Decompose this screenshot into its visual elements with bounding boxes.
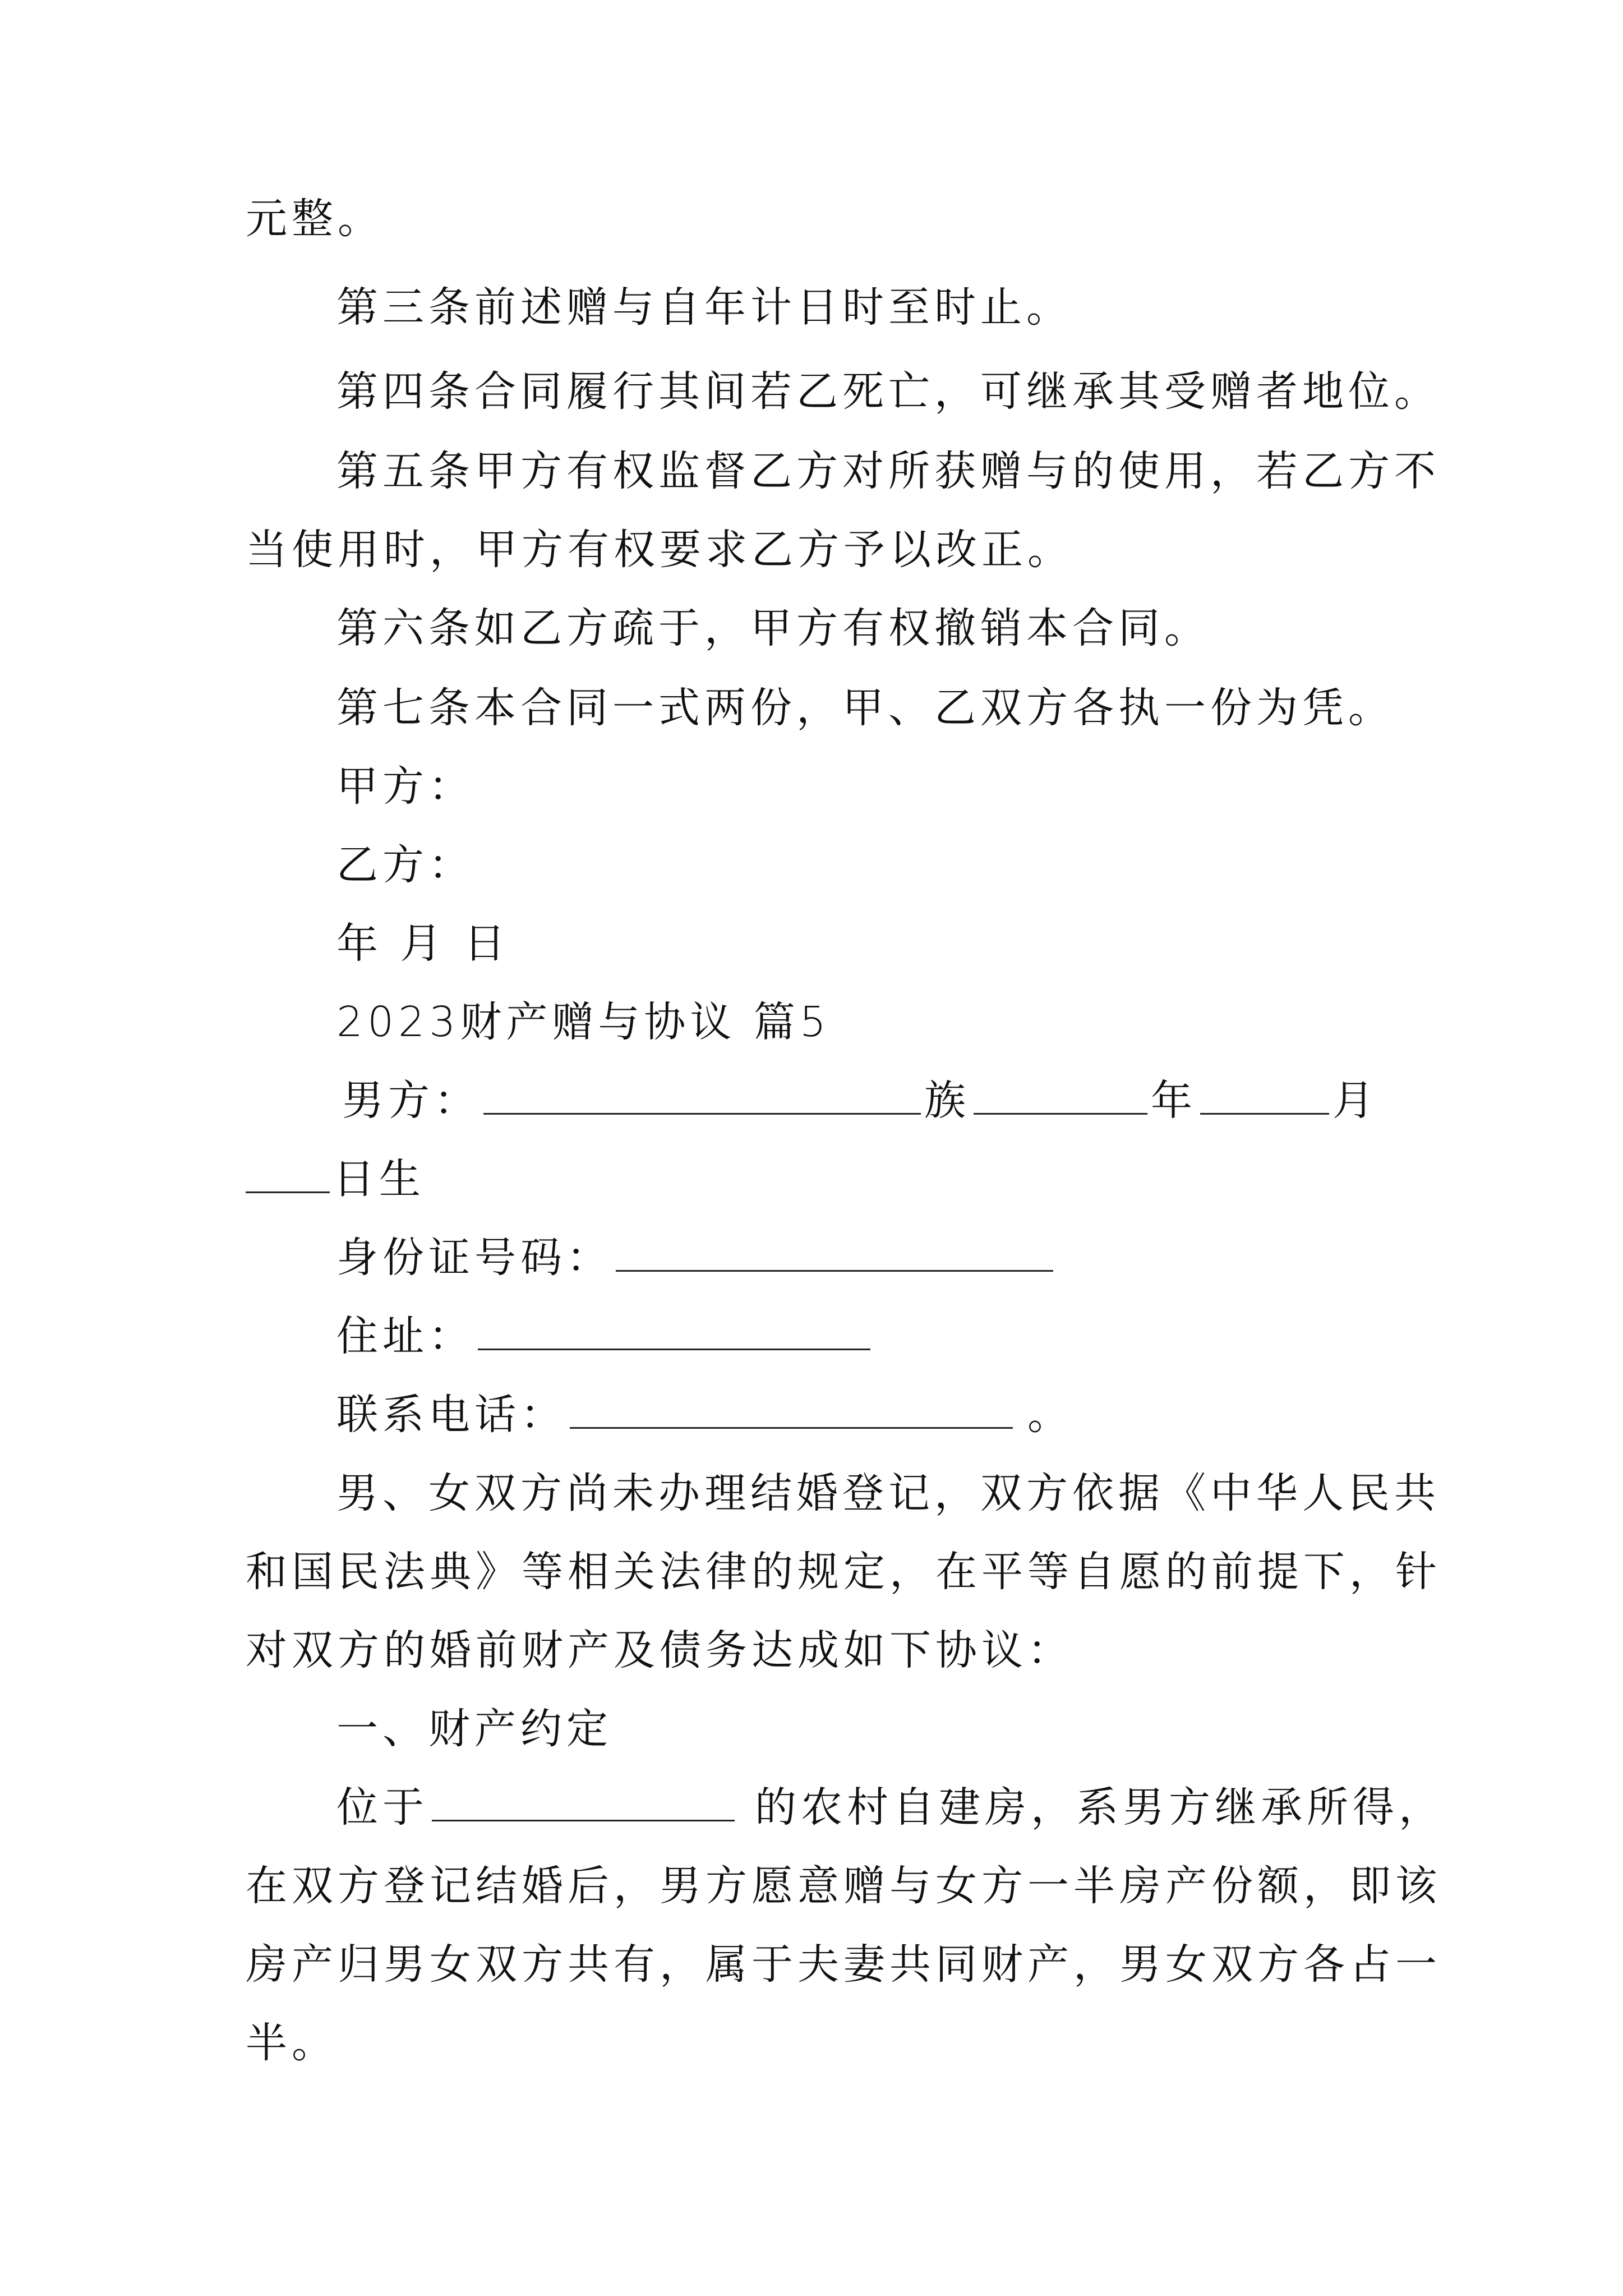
phone-blank[interactable]	[570, 1388, 1013, 1429]
party-a-signature: 甲方：	[336, 762, 474, 811]
agreement-intro-cont: 和国民法典》等相关法律的规定，在平等自愿的前提下，针	[246, 1548, 1441, 1596]
year-label: 年	[1151, 1076, 1197, 1125]
address-blank[interactable]	[478, 1309, 870, 1350]
day-blank[interactable]	[246, 1152, 330, 1193]
address-line	[336, 1308, 874, 1364]
party-b-signature: 乙方：	[336, 841, 474, 889]
agreement-intro: 男、女双方尚未办理结婚登记，双方依据《中华人民共	[336, 1469, 1440, 1517]
ethnicity-label: 族	[924, 1076, 970, 1125]
month-label: 月	[1332, 1076, 1378, 1125]
property-clause-end: 半。	[246, 2019, 338, 2067]
article-4: 第四条合同履行其间若乙死亡，可继承其受赠者地位。	[336, 367, 1440, 416]
phone-label: 联系电话：	[336, 1391, 566, 1439]
article-3: 第三条前述赠与自年计日时至时止。	[336, 283, 1072, 332]
birth-label: 日生	[333, 1155, 425, 1203]
phone-end: 。	[1027, 1391, 1073, 1439]
property-clause: 在双方登记结婚后，男方愿意赠与女方一半房产份额，即该	[246, 1862, 1441, 1910]
ethnicity-blank[interactable]	[974, 1074, 1147, 1115]
male-party-line	[342, 1073, 1378, 1129]
birth-line	[246, 1151, 425, 1207]
year-blank[interactable]	[1200, 1074, 1329, 1115]
id-number-line	[336, 1230, 1057, 1286]
address-label: 住址：	[336, 1312, 474, 1360]
article-6: 第六条如乙方疏于，甲方有权撤销本合同。	[336, 604, 1210, 652]
location-blank[interactable]	[432, 1780, 735, 1821]
property-clause-cont: 房产归男女双方共有，属于夫妻共同财产，男女双方各占一	[246, 1940, 1441, 1989]
article-7: 第七条本合同一式两份，甲、乙双方各执一份为凭。	[336, 684, 1394, 732]
property-location-line	[336, 1779, 1445, 1835]
article-5: 第五条甲方有权监督乙方对所获赠与的使用，若乙方不	[336, 447, 1440, 495]
name-blank[interactable]	[483, 1074, 921, 1115]
section-heading: 2023财产赠与协议 篇5	[336, 998, 831, 1046]
text-line: 元整。	[246, 195, 384, 243]
date-line: 年 月 日	[336, 919, 510, 968]
phone-line	[336, 1387, 1073, 1443]
property-heading: 一、财产约定	[336, 1705, 612, 1753]
agreement-intro-end: 对双方的婚前财产及债务达成如下协议：	[246, 1626, 1073, 1674]
article-5-cont: 当使用时，甲方有权要求乙方予以改正。	[246, 526, 1073, 574]
id-blank[interactable]	[616, 1231, 1053, 1272]
id-label: 身份证号码：	[336, 1234, 612, 1282]
house-description: 的农村自建房，系男方继承所得，	[755, 1783, 1445, 1832]
male-label: 男方：	[342, 1076, 480, 1125]
located-label: 位于	[336, 1783, 428, 1832]
